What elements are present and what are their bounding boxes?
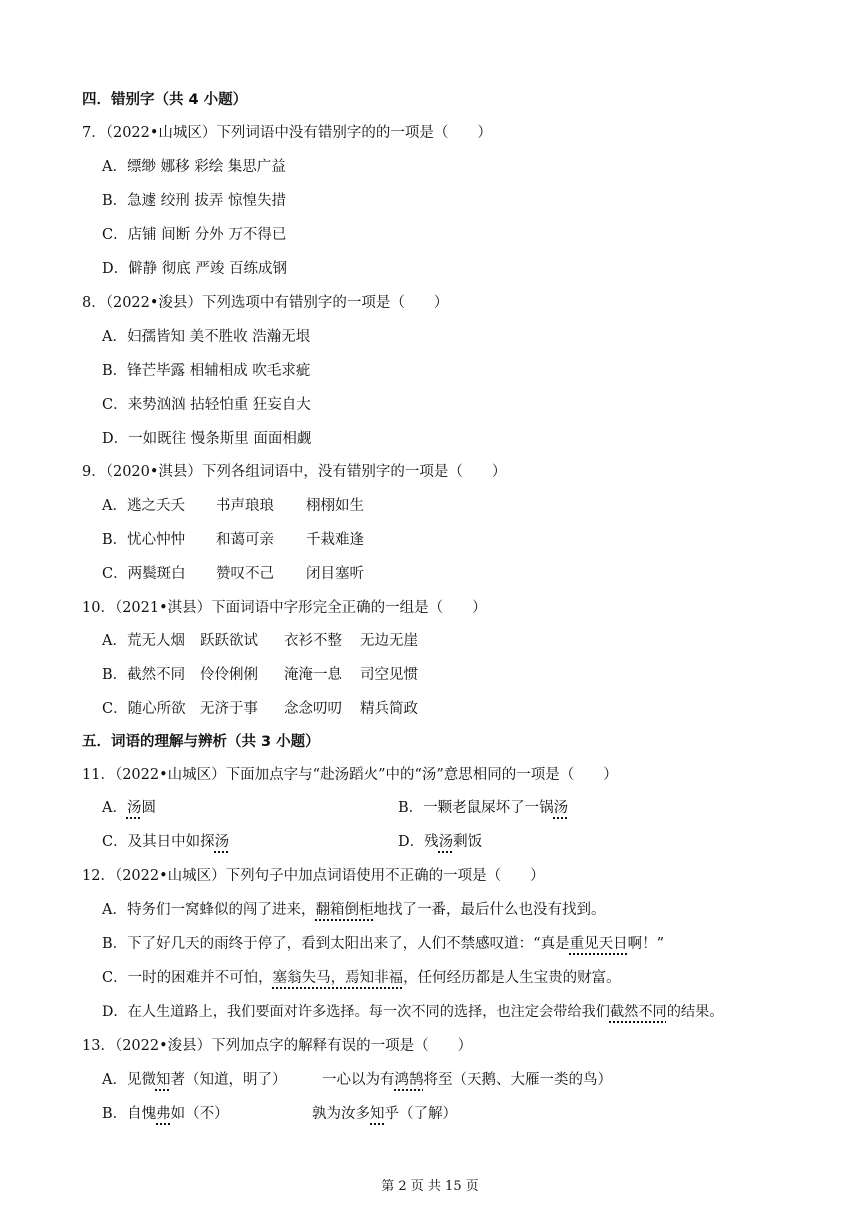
question-11-option-c: C．及其日中如探汤: [102, 834, 230, 850]
question-13-option-b-2: 孰为汝多知乎（了解）: [312, 1106, 457, 1122]
question-13-option-a-1: A．见微知著（知道，明了）: [102, 1072, 287, 1088]
section-heading-five: 五．词语的理解与辨析（共 3 小题）: [82, 734, 320, 750]
question-8-option-c: C．来势汹汹 拈轻怕重 狂妄自大: [102, 397, 311, 413]
emphasis-dot-char: 知: [155, 1072, 171, 1088]
question-10-option-b-2: 伶伶俐俐: [200, 667, 258, 683]
emphasis-dot-phrase: 塞翁失马，焉知非福: [272, 970, 404, 986]
question-7-option-d: D．僻静 彻底 严竣 百练成钢: [102, 261, 287, 277]
question-10-option-a-2: 跃跃欲试: [200, 633, 258, 649]
question-9-option-a-2: 书声琅琅: [216, 498, 274, 514]
question-11-option-d: D．残汤剩饭: [398, 834, 483, 850]
question-7-option-c: C．店铺 间断 分外 万不得已: [102, 227, 287, 243]
question-7-option-b: B．急遽 绞刑 拔弄 惊惶失措: [102, 193, 286, 209]
question-10-option-a-4: 无边无崖: [360, 633, 418, 649]
question-12-option-d: D．在人生道路上，我们要面对许多选择。每一次不同的选择，也注定会带给我们截然不同的结果。: [102, 1004, 724, 1020]
question-13-option-a-2: 一心以为有鸿鹄将至（天鹅、大雁一类的鸟）: [322, 1072, 612, 1088]
emphasis-dot-char: 汤: [214, 834, 230, 850]
question-11-stem: 11．（2022•山城区）下面加点字与“赴汤蹈火”中的“汤”意思相同的一项是（ ）: [82, 767, 618, 783]
question-9-stem: 9．（2020•淇县）下列各组词语中，没有错别字的一项是（ ）: [82, 464, 507, 480]
question-10-option-c-2: 无济于事: [200, 701, 258, 717]
question-7-option-a: A．缥缈 娜移 彩绘 集思广益: [102, 159, 286, 175]
question-10-option-b-1: B．截然不同: [102, 667, 186, 683]
question-12-stem: 12．（2022•山城区）下列句子中加点词语使用不正确的一项是（ ）: [82, 868, 545, 884]
question-9-option-c-1: C．两鬓斑白: [102, 566, 186, 582]
emphasis-dot-phrase: 截然不同: [609, 1004, 667, 1020]
question-7-stem: 7．（2022•山城区）下列词语中没有错别字的的一项是（ ）: [82, 125, 492, 141]
question-11-option-a: A．汤圆: [102, 800, 156, 816]
question-9-option-c-2: 赞叹不己: [216, 566, 274, 582]
question-10-option-c-1: C．随心所欲: [102, 701, 186, 717]
question-9-option-b-1: B．忧心忡忡: [102, 532, 186, 548]
question-8-option-a: A．妇孺皆知 美不胜收 浩瀚无垠: [102, 329, 311, 345]
question-9-option-b-2: 和蔼可亲: [216, 532, 274, 548]
emphasis-dot-char: 汤: [438, 834, 454, 850]
question-13-stem: 13．（2022•浚县）下列加点字的解释有误的一项是（ ）: [82, 1038, 473, 1054]
emphasis-dot-char: 汤: [126, 800, 142, 816]
emphasis-dot-char: 知: [370, 1106, 385, 1122]
emphasis-dot-phrase: 翻箱倒柜: [315, 902, 374, 918]
question-13-option-b-1: B．自愧弗如（不）: [102, 1106, 229, 1122]
emphasis-dot-char: 弗: [156, 1106, 171, 1122]
question-9-option-a-1: A．逃之夭夭: [102, 498, 185, 514]
emphasis-dot-char: 汤: [553, 800, 569, 816]
question-12-option-a: A．特务们一窝蜂似的闯了进来，翻箱倒柜地找了一番，最后什么也没有找到。: [102, 902, 606, 918]
question-8-stem: 8．（2022•浚县）下列选项中有错别字的一项是（ ）: [82, 295, 449, 311]
emphasis-dot-phrase: 重见天日: [569, 936, 628, 952]
question-8-option-b: B．锋芒毕露 相辅相成 吹毛求疵: [102, 363, 311, 379]
question-12-option-c: C．一时的困难并不可怕，塞翁失马，焉知非福，任何经历都是人生宝贵的财富。: [102, 970, 621, 986]
question-9-option-a-3: 栩栩如生: [306, 498, 364, 514]
question-9-option-c-3: 闭目塞听: [306, 566, 364, 582]
question-10-option-b-4: 司空见惯: [360, 667, 418, 683]
page-number-footer: 第 2 页 共 15 页: [381, 1179, 479, 1194]
question-10-option-a-1: A．荒无人烟: [102, 633, 185, 649]
question-10-option-c-4: 精兵简政: [360, 701, 418, 717]
question-10-option-b-3: 淹淹一息: [284, 667, 342, 683]
question-10-stem: 10．（2021•淇县）下面词语中字形完全正确的一组是（ ）: [82, 600, 487, 616]
section-heading-four: 四．错别字（共 4 小题）: [82, 92, 248, 108]
emphasis-dot-char: 鸿鹄: [394, 1072, 424, 1088]
question-10-option-a-3: 衣衫不整: [284, 633, 342, 649]
question-12-option-b: B．下了好几天的雨终于停了，看到太阳出来了，人们不禁感叹道：“真是重见天日啊！”: [102, 936, 664, 952]
question-9-option-b-3: 千栽难逢: [306, 532, 364, 548]
question-8-option-d: D．一如既往 慢条斯里 面面相觑: [102, 431, 312, 447]
question-10-option-c-3: 念念叨叨: [284, 701, 342, 717]
question-11-option-b: B．一颗老鼠屎坏了一锅汤: [398, 800, 569, 816]
